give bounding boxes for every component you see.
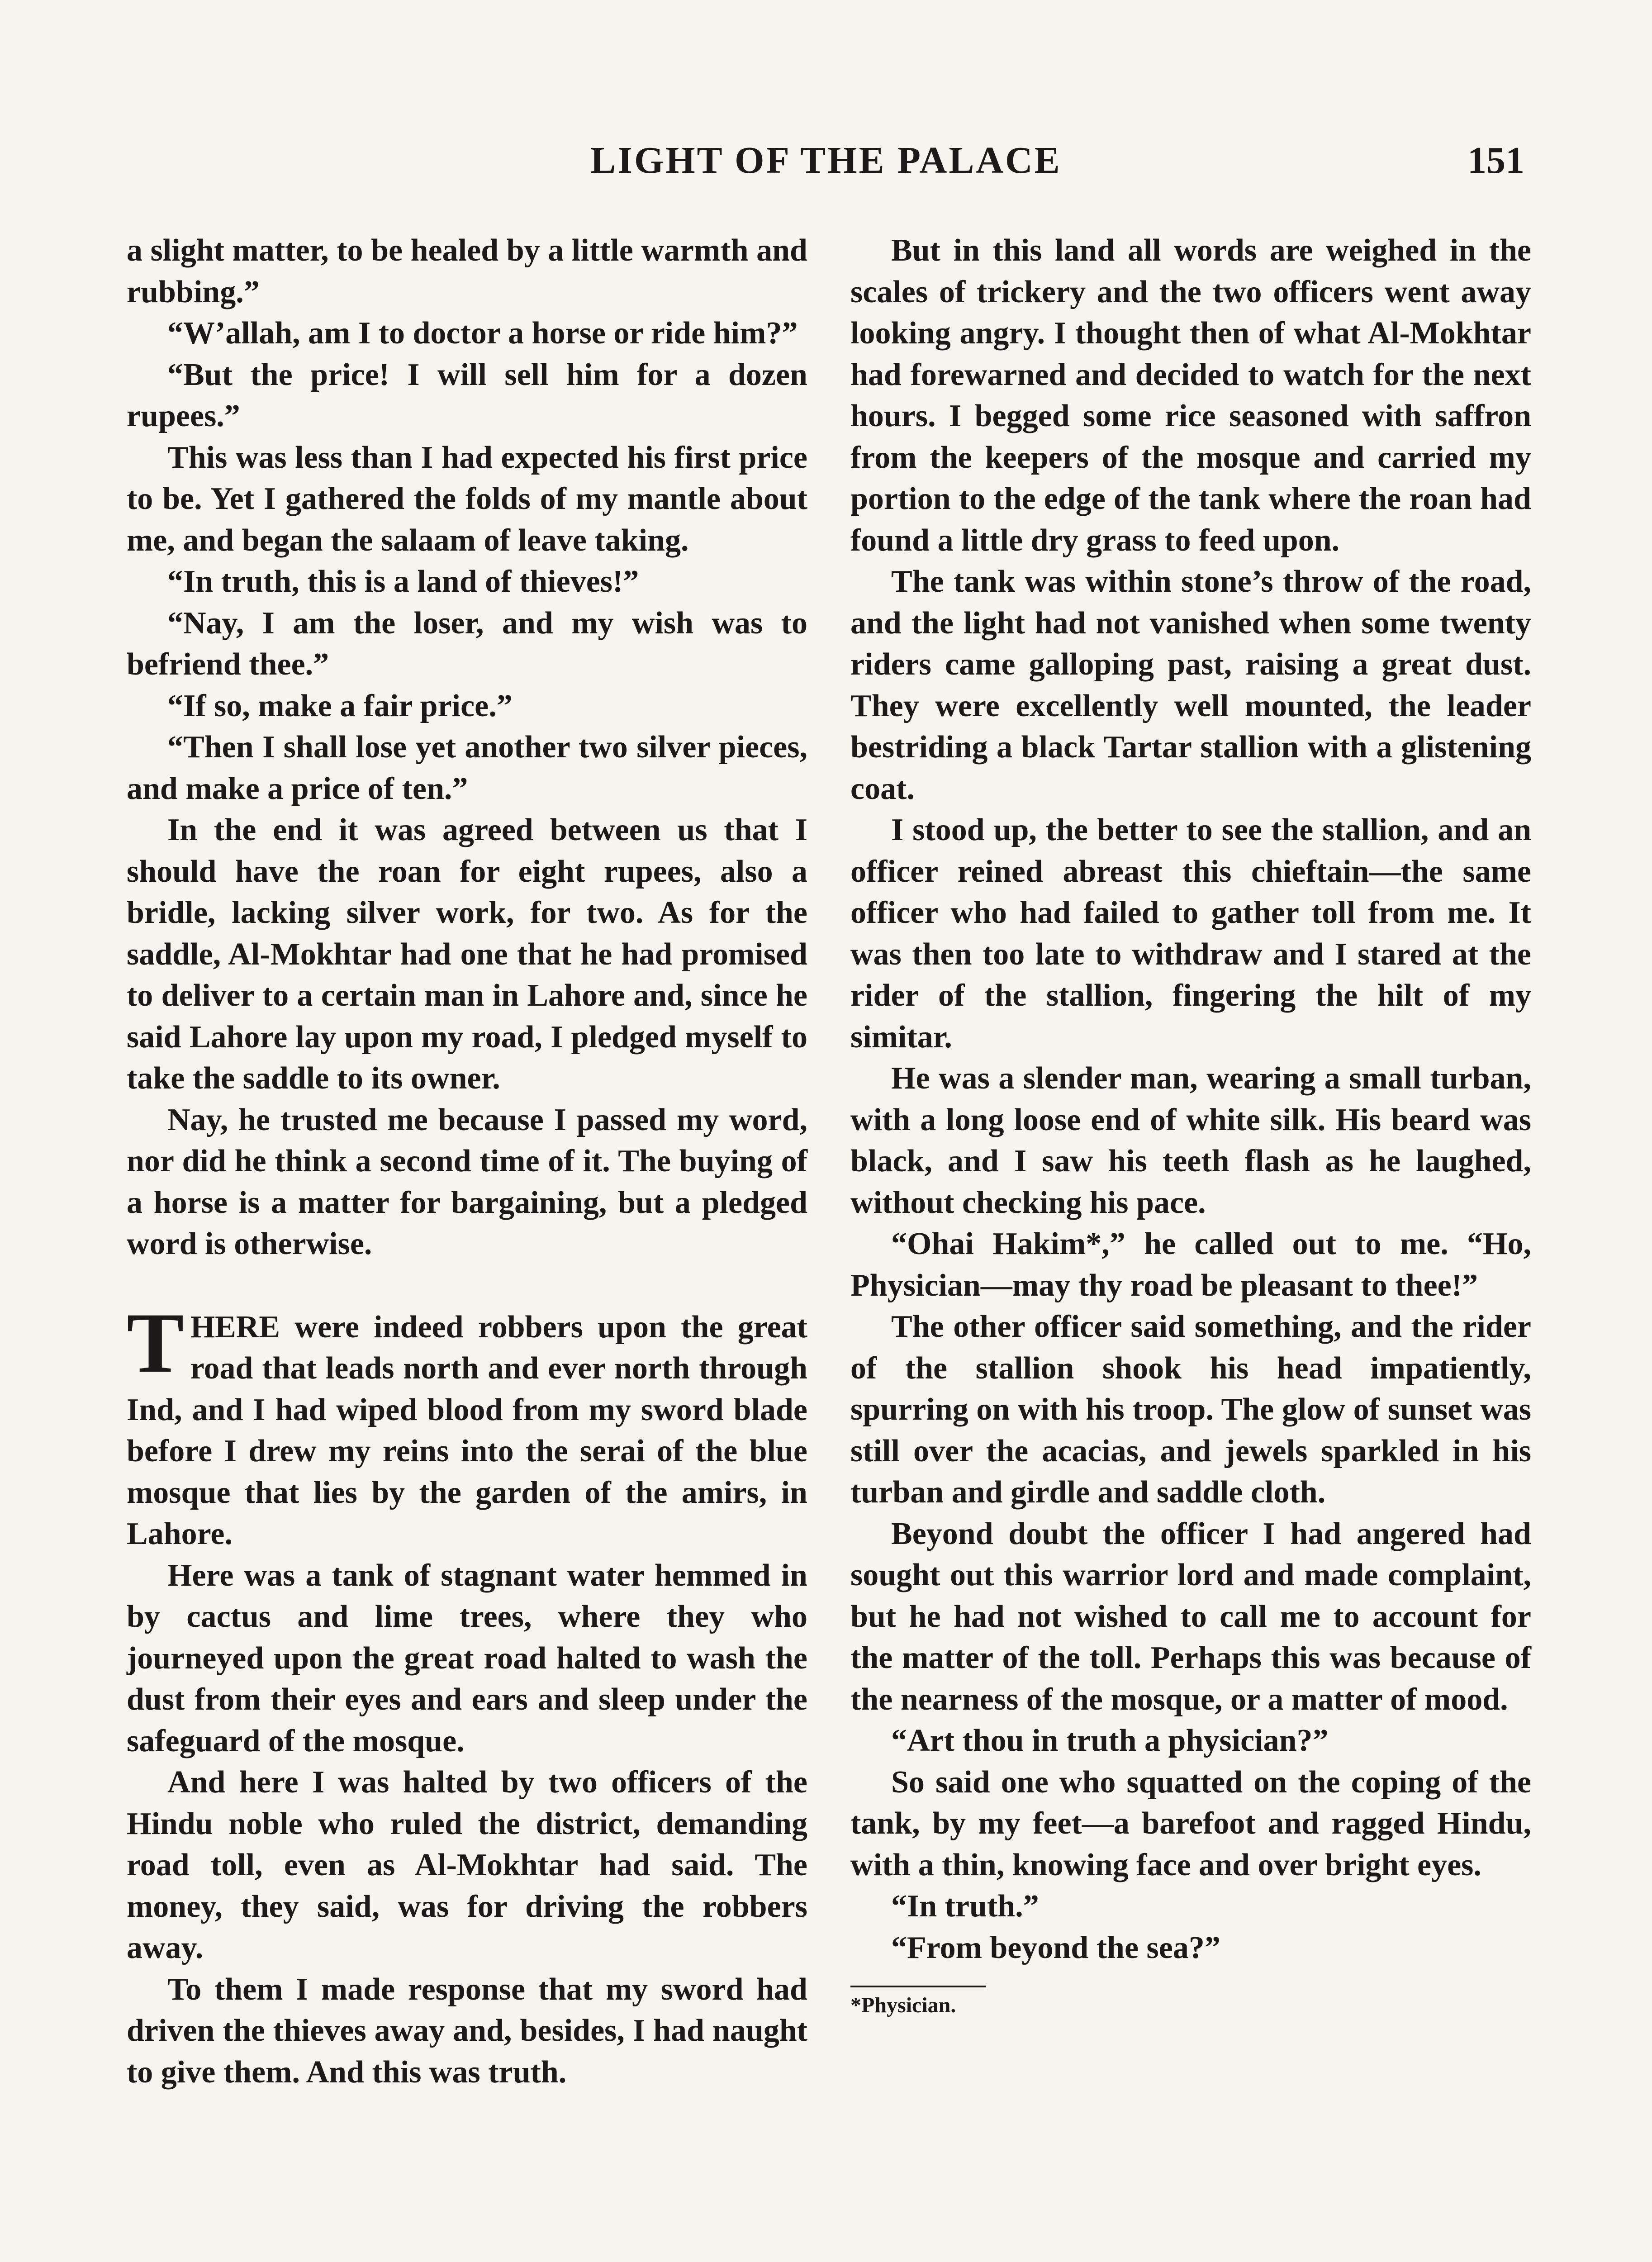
drop-cap: T [127, 1295, 184, 1391]
paragraph: Here was a tank of stagnant water hemmed in by cactus and lime trees, where they who journeyed upon the great road halted to wash the dust from their eyes and ears and sleep under the safeguard of the mosque. [127, 1558, 807, 1758]
footnote: *Physician. [850, 1993, 956, 2017]
paragraph: He was a slender man, wearing a small turban, with a long loose end of white silk. His beard was black, and I saw his teeth flash as he laughed, without checking his pace. [850, 1061, 1531, 1220]
paragraph: “Ohai Hakim*,” he called out to me. “Ho, Physician—may thy road be pleasant to thee!” [850, 1226, 1531, 1303]
paragraph: “In truth.” [891, 1889, 1039, 1924]
paragraph: The other officer said something, and the rider of the stallion shook his head impatiently, spurring on with his troop. The glow of sunset was still over the acacias, and jewels sparkled in his turban and girdle and saddle cloth. [850, 1309, 1531, 1510]
paragraph: “Nay, I am the loser, and my wish was to befriend thee.” [127, 605, 807, 682]
paragraph: “In truth, this is a land of thieves!” [167, 564, 639, 599]
section-break [127, 1265, 807, 1307]
page-header [0, 136, 1652, 185]
paragraph: a slight matter, to be healed by a little warmth and rubbing.” [127, 233, 807, 309]
paragraph: “W’allah, am I to doctor a horse or ride him?” [167, 316, 798, 351]
paragraph: But in this land all words are weighed in the scales of trickery and the two officers went away looking angry. I thought then of what Al-Mokhtar had forewarned and decided to watch for the next hours. I begged some rice seasoned with saffron from the keepers of the mosque and carried my portion to the edge of the tank where the roan had found a little dry grass to feed upon. [850, 233, 1531, 558]
paragraph: To them I made response that my sword had driven the thieves away and, besides, I had naught to give them. And this was truth. [127, 1972, 807, 2090]
paragraph: “But the price! I will sell him for a dozen rupees.” [127, 357, 807, 433]
paragraph: “Art thou in truth a physician?” [891, 1723, 1329, 1758]
paragraph: “Then I shall lose yet another two silver pieces, and make a price of ten.” [127, 730, 807, 806]
paragraph: “If so, make a fair price.” [167, 688, 513, 723]
left-column [127, 230, 807, 2093]
paragraph: In the end it was agreed between us that I should have the roan for eight rupees, also a bridle, lacking silver work, for two. As for the saddle, Al-Mokhtar had one that he had promised to deliver to a certain man in Lahore and, since he said Lahore lay upon my road, I pledged myself to take the saddle to its owner. [127, 813, 807, 1096]
right-column [850, 230, 1531, 2020]
section-opening-paragraph [127, 1295, 807, 1555]
paragraph: And here I was halted by two officers of the Hindu noble who ruled the district, demanding road toll, even as Al-Mokhtar had said. The money, they said, was for driving the robbers away. [127, 1765, 807, 1965]
paragraph: Nay, he trusted me because I passed my word, nor did he think a second time of it. The buying of a horse is a matter for bargaining, but a pledged word is otherwise. [127, 1102, 807, 1261]
paragraph-text: HERE were indeed robbers upon the great road that leads north and ever north through Ind, and I had wiped blood from my sword blade before I drew my reins into the serai of the blue mosque that lies by the garden of the amirs, in Lahore. [127, 1309, 807, 1551]
footnote-rule [850, 1986, 986, 1987]
paragraph: Beyond doubt the officer I had angered had sought out this warrior lord and made complaint, but he had not wished to call me to account for the matter of the toll. Perhaps this was because of the nearness of the mosque, or a matter of mood. [850, 1516, 1531, 1717]
page-number: 151 [1467, 139, 1524, 181]
paragraph: I stood up, the better to see the stallion, and an officer reined abreast this chieftain—the same officer who had failed to gather toll from me. It was then too late to withdraw and I stared at the rider of the stallion, fingering the hilt of my simitar. [850, 813, 1531, 1055]
running-title: LIGHT OF THE PALACE [590, 139, 1062, 181]
paragraph: The tank was within stone’s throw of the road, and the light had not vanished when some twenty riders came galloping past, raising a great dust. They were excellently well mounted, the leader bestriding a black Tartar stallion with a glistening coat. [850, 564, 1531, 806]
paragraph: “From beyond the sea?” [891, 1930, 1220, 1965]
paragraph: This was less than I had expected his first price to be. Yet I gathered the folds of my mantle about me, and began the salaam of leave taking. [127, 440, 807, 558]
paragraph: So said one who squatted on the coping of the tank, by my feet—a barefoot and ragged Hindu, with a thin, knowing face and over bright eyes. [850, 1764, 1531, 1882]
